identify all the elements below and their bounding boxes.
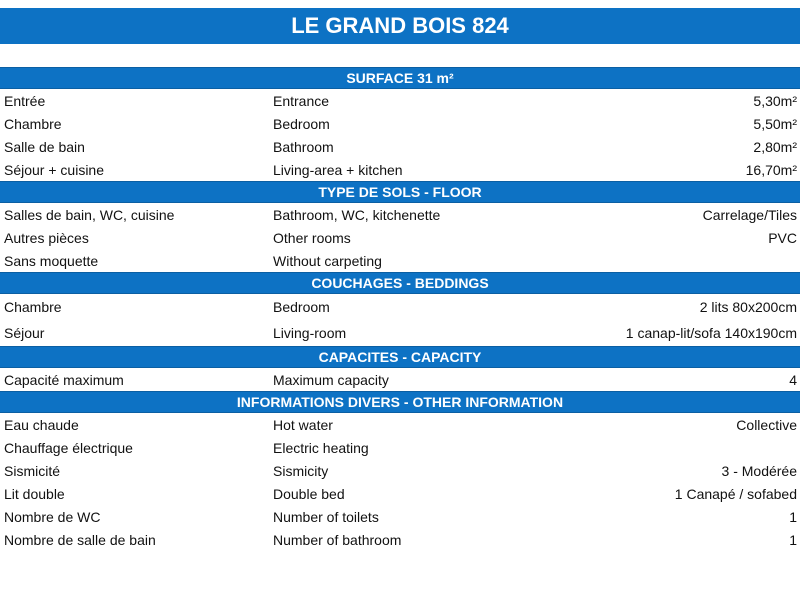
section-header-capacity: CAPACITES - CAPACITY [0, 346, 800, 368]
value: PVC [768, 229, 797, 246]
label-fr: Nombre de salle de bain [4, 531, 156, 548]
table-row [0, 505, 800, 528]
table-row [0, 368, 800, 391]
value: 1 Canapé / sofabed [674, 485, 797, 502]
value: 5,50m² [753, 115, 797, 132]
label-fr: Séjour + cuisine [4, 161, 105, 178]
table-row [0, 459, 800, 482]
value: 1 canap-lit/sofa 140x190cm [625, 325, 797, 341]
label-fr: Salle de bain [4, 138, 85, 155]
label-fr: Autres pièces [4, 229, 89, 246]
table-row [0, 482, 800, 505]
table-row [0, 528, 800, 551]
value: 16,70m² [745, 161, 797, 178]
value: 3 - Modérée [721, 462, 797, 479]
value: 1 [789, 531, 797, 548]
label-en: Other rooms [273, 229, 351, 246]
label-en: Number of toilets [273, 508, 379, 525]
table-row [0, 112, 800, 135]
table-row [0, 89, 800, 112]
label-en: Double bed [273, 485, 345, 502]
label-fr: Séjour [4, 325, 45, 341]
value: 2,80m² [753, 138, 797, 155]
label-en: Bathroom, WC, kitchenette [273, 206, 441, 223]
label-fr: Nombre de WC [4, 508, 101, 525]
label-en: Bedroom [273, 115, 330, 132]
label-fr: Sismicité [4, 462, 61, 479]
table-row [0, 203, 800, 226]
label-en: Bathroom [273, 138, 334, 155]
label-fr: Entrée [4, 92, 46, 109]
value: Collective [736, 416, 797, 433]
label-fr: Salles de bain, WC, cuisine [4, 206, 175, 223]
value: 1 [789, 508, 797, 525]
page-title: LE GRAND BOIS 824 [0, 8, 800, 44]
label-en: Without carpeting [273, 252, 382, 269]
table-row [0, 249, 800, 272]
table-row [0, 320, 800, 346]
table-row [0, 226, 800, 249]
value: 2 lits 80x200cm [699, 299, 797, 315]
label-fr: Chauffage électrique [4, 439, 133, 456]
label-en: Maximum capacity [273, 371, 389, 388]
table-row [0, 158, 800, 181]
value: 5,30m² [753, 92, 797, 109]
label-fr: Sans moquette [4, 252, 99, 269]
table-row [0, 436, 800, 459]
section-header-floor: TYPE DE SOLS - FLOOR [0, 181, 800, 203]
section-header-other-information: INFORMATIONS DIVERS - OTHER INFORMATION [0, 391, 800, 413]
label-en: Sismicity [273, 462, 329, 479]
label-en: Living-area + kitchen [273, 161, 403, 178]
label-en: Living-room [273, 325, 347, 341]
label-fr: Eau chaude [4, 416, 79, 433]
section-header-surface: SURFACE 31 m² [0, 67, 800, 89]
label-fr: Chambre [4, 115, 62, 132]
spec-table [0, 67, 800, 551]
value: 4 [789, 371, 797, 388]
table-row [0, 135, 800, 158]
table-row [0, 294, 800, 320]
label-fr: Chambre [4, 299, 62, 315]
label-fr: Capacité maximum [4, 371, 124, 388]
label-en: Bedroom [273, 299, 330, 315]
label-en: Number of bathroom [273, 531, 402, 548]
table-row [0, 413, 800, 436]
label-en: Hot water [273, 416, 333, 433]
label-en: Electric heating [273, 439, 369, 456]
label-fr: Lit double [4, 485, 65, 502]
value: Carrelage/Tiles [702, 206, 797, 223]
label-en: Entrance [273, 92, 330, 109]
section-header-beddings: COUCHAGES - BEDDINGS [0, 272, 800, 294]
